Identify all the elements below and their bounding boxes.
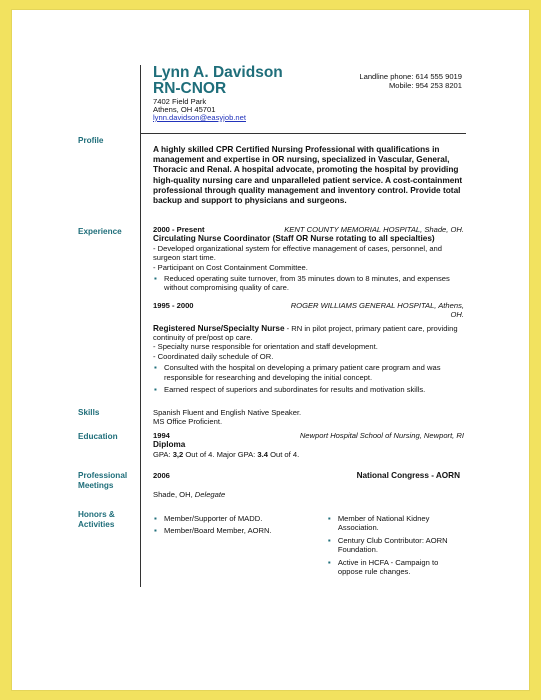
list-item: ▪ Consulted with the hospital on developing a primary patient care program and was responsible for researching and developing the initial concept.	[164, 363, 464, 382]
honors-left-list	[153, 514, 309, 579]
skills-section	[153, 408, 464, 427]
job2-employer: ROGER WILLIAMS GENERAL HOSPITAL, Athens,	[290, 300, 464, 310]
profile-text: A highly skilled CPR Certified Nursing Professional with qualifications in management and expertise in OR nursing, specialized in Vascular, General, Thoracic and Renal. A hospital advocate, promoting the hospital by providing high-quality nursing care and unparalleled patient service. A cost-containment professional through quality management and inventory control. Provide total backup and support to physicians and surgeons.	[153, 144, 463, 206]
section-label-education: Education	[78, 432, 118, 441]
meeting-year: 2006	[153, 471, 170, 480]
honors-columns	[153, 512, 464, 579]
education-degree: Diploma	[153, 440, 186, 450]
resume-page	[12, 10, 529, 690]
meetings-label-line-1: Professional	[78, 471, 128, 480]
education-header	[153, 431, 464, 440]
job2-desc-1: - Specialty nurse responsible for orientation and staff development.	[153, 342, 378, 352]
job2-header	[153, 301, 464, 310]
meeting-place: Shade, OH,	[153, 490, 195, 500]
job2-employer-cont: OH.	[450, 310, 464, 320]
education-gpa	[153, 450, 464, 459]
skills-line-2: MS Office Proficient.	[153, 417, 223, 427]
list-item: ▪ Member/Supporter of MADD.	[164, 514, 309, 523]
job1-dates: 2000 - Present	[153, 225, 205, 234]
list-item: ▪ Earned respect of superiors and subordinates for results and motivation skills.	[164, 385, 464, 394]
list-item: ▪ Reduced operating suite turnover, from 35 minutes down to 8 minutes, and expenses without compromising quality of care.	[164, 274, 464, 293]
candidate-name: Lynn A. Davidson	[153, 64, 283, 81]
list-item: ▪ Century Club Contributor: AORN Foundation.	[338, 536, 464, 555]
candidate-credential: RN-CNOR	[153, 80, 227, 97]
horizontal-divider	[140, 133, 466, 134]
gpa-rest: Out of 4. Major GPA:	[183, 449, 258, 459]
honors-label-line-2: Activities	[78, 520, 115, 529]
section-label-profile: Profile	[78, 136, 104, 145]
job1-desc-2: - Participant on Cost Containment Committee.	[153, 262, 308, 272]
job1-header	[153, 225, 464, 234]
job2-title-line	[153, 324, 464, 343]
education-school: Newport Hospital School of Nursing, Newport, RI	[299, 431, 464, 440]
job2-bullets	[153, 363, 464, 394]
education-section	[153, 431, 464, 459]
job2-desc-2: - Coordinated daily schedule of OR.	[153, 351, 274, 361]
list-item: ▪ Member of National Kidney Association.	[338, 514, 464, 533]
major-gpa-value: 3.4	[257, 449, 268, 459]
major-gpa-rest: Out of 4.	[267, 449, 300, 459]
job2-title-rest: - RN in pilot project, primary patient care, providing continuity of pre/post op care.	[153, 323, 458, 343]
education-year: 1994	[153, 431, 170, 440]
meetings-header	[153, 471, 464, 480]
job1-title: Circulating Nurse Coordinator (Staff OR Nurse rotating to all specialties)	[153, 234, 435, 244]
email-link[interactable]: lynn.davidson@easyjob.net	[153, 113, 246, 122]
job2-dates: 1995 - 2000	[153, 300, 194, 310]
list-item: ▪ Active in HCFA - Campaign to oppose rule changes.	[338, 558, 464, 577]
vertical-divider	[140, 65, 141, 587]
section-label-skills: Skills	[78, 408, 100, 417]
meetings-label-line-2: Meetings	[78, 481, 114, 490]
mobile-phone: Mobile: 954 253 8201	[388, 81, 462, 90]
section-label-meetings	[78, 471, 127, 491]
section-label-honors	[78, 510, 115, 530]
job1-employer: KENT COUNTY MEMORIAL HOSPITAL, Shade, OH.	[284, 225, 464, 234]
meetings-section	[153, 471, 464, 500]
section-label-experience: Experience	[78, 227, 122, 236]
skills-line-1: Spanish Fluent and English Native Speaker.	[153, 408, 302, 417]
gpa-value: 3,2	[172, 449, 184, 459]
address-line-1: 7402 Field Park	[153, 97, 207, 106]
landline-phone: Landline phone: 614 555 9019	[359, 72, 462, 81]
honors-right-list	[327, 514, 464, 579]
meeting-place-line	[153, 490, 464, 499]
honors-section	[153, 512, 464, 579]
job2-title: Registered Nurse/Specialty Nurse	[153, 323, 285, 333]
meeting-role: Delegate	[194, 490, 226, 500]
job1-bullets	[153, 274, 464, 293]
meeting-event: National Congress - AORN	[356, 471, 460, 480]
list-item: ▪ Member/Board Member, AORN.	[164, 526, 309, 535]
honors-label-line-1: Honors &	[78, 510, 115, 519]
job1-desc-1: - Developed organizational system for effective management of cases, personnel, and surgeon start time.	[153, 243, 443, 263]
experience-section	[153, 225, 464, 398]
address-line-2: Athens, OH 45701	[153, 105, 216, 114]
gpa-prefix: GPA:	[153, 449, 173, 459]
